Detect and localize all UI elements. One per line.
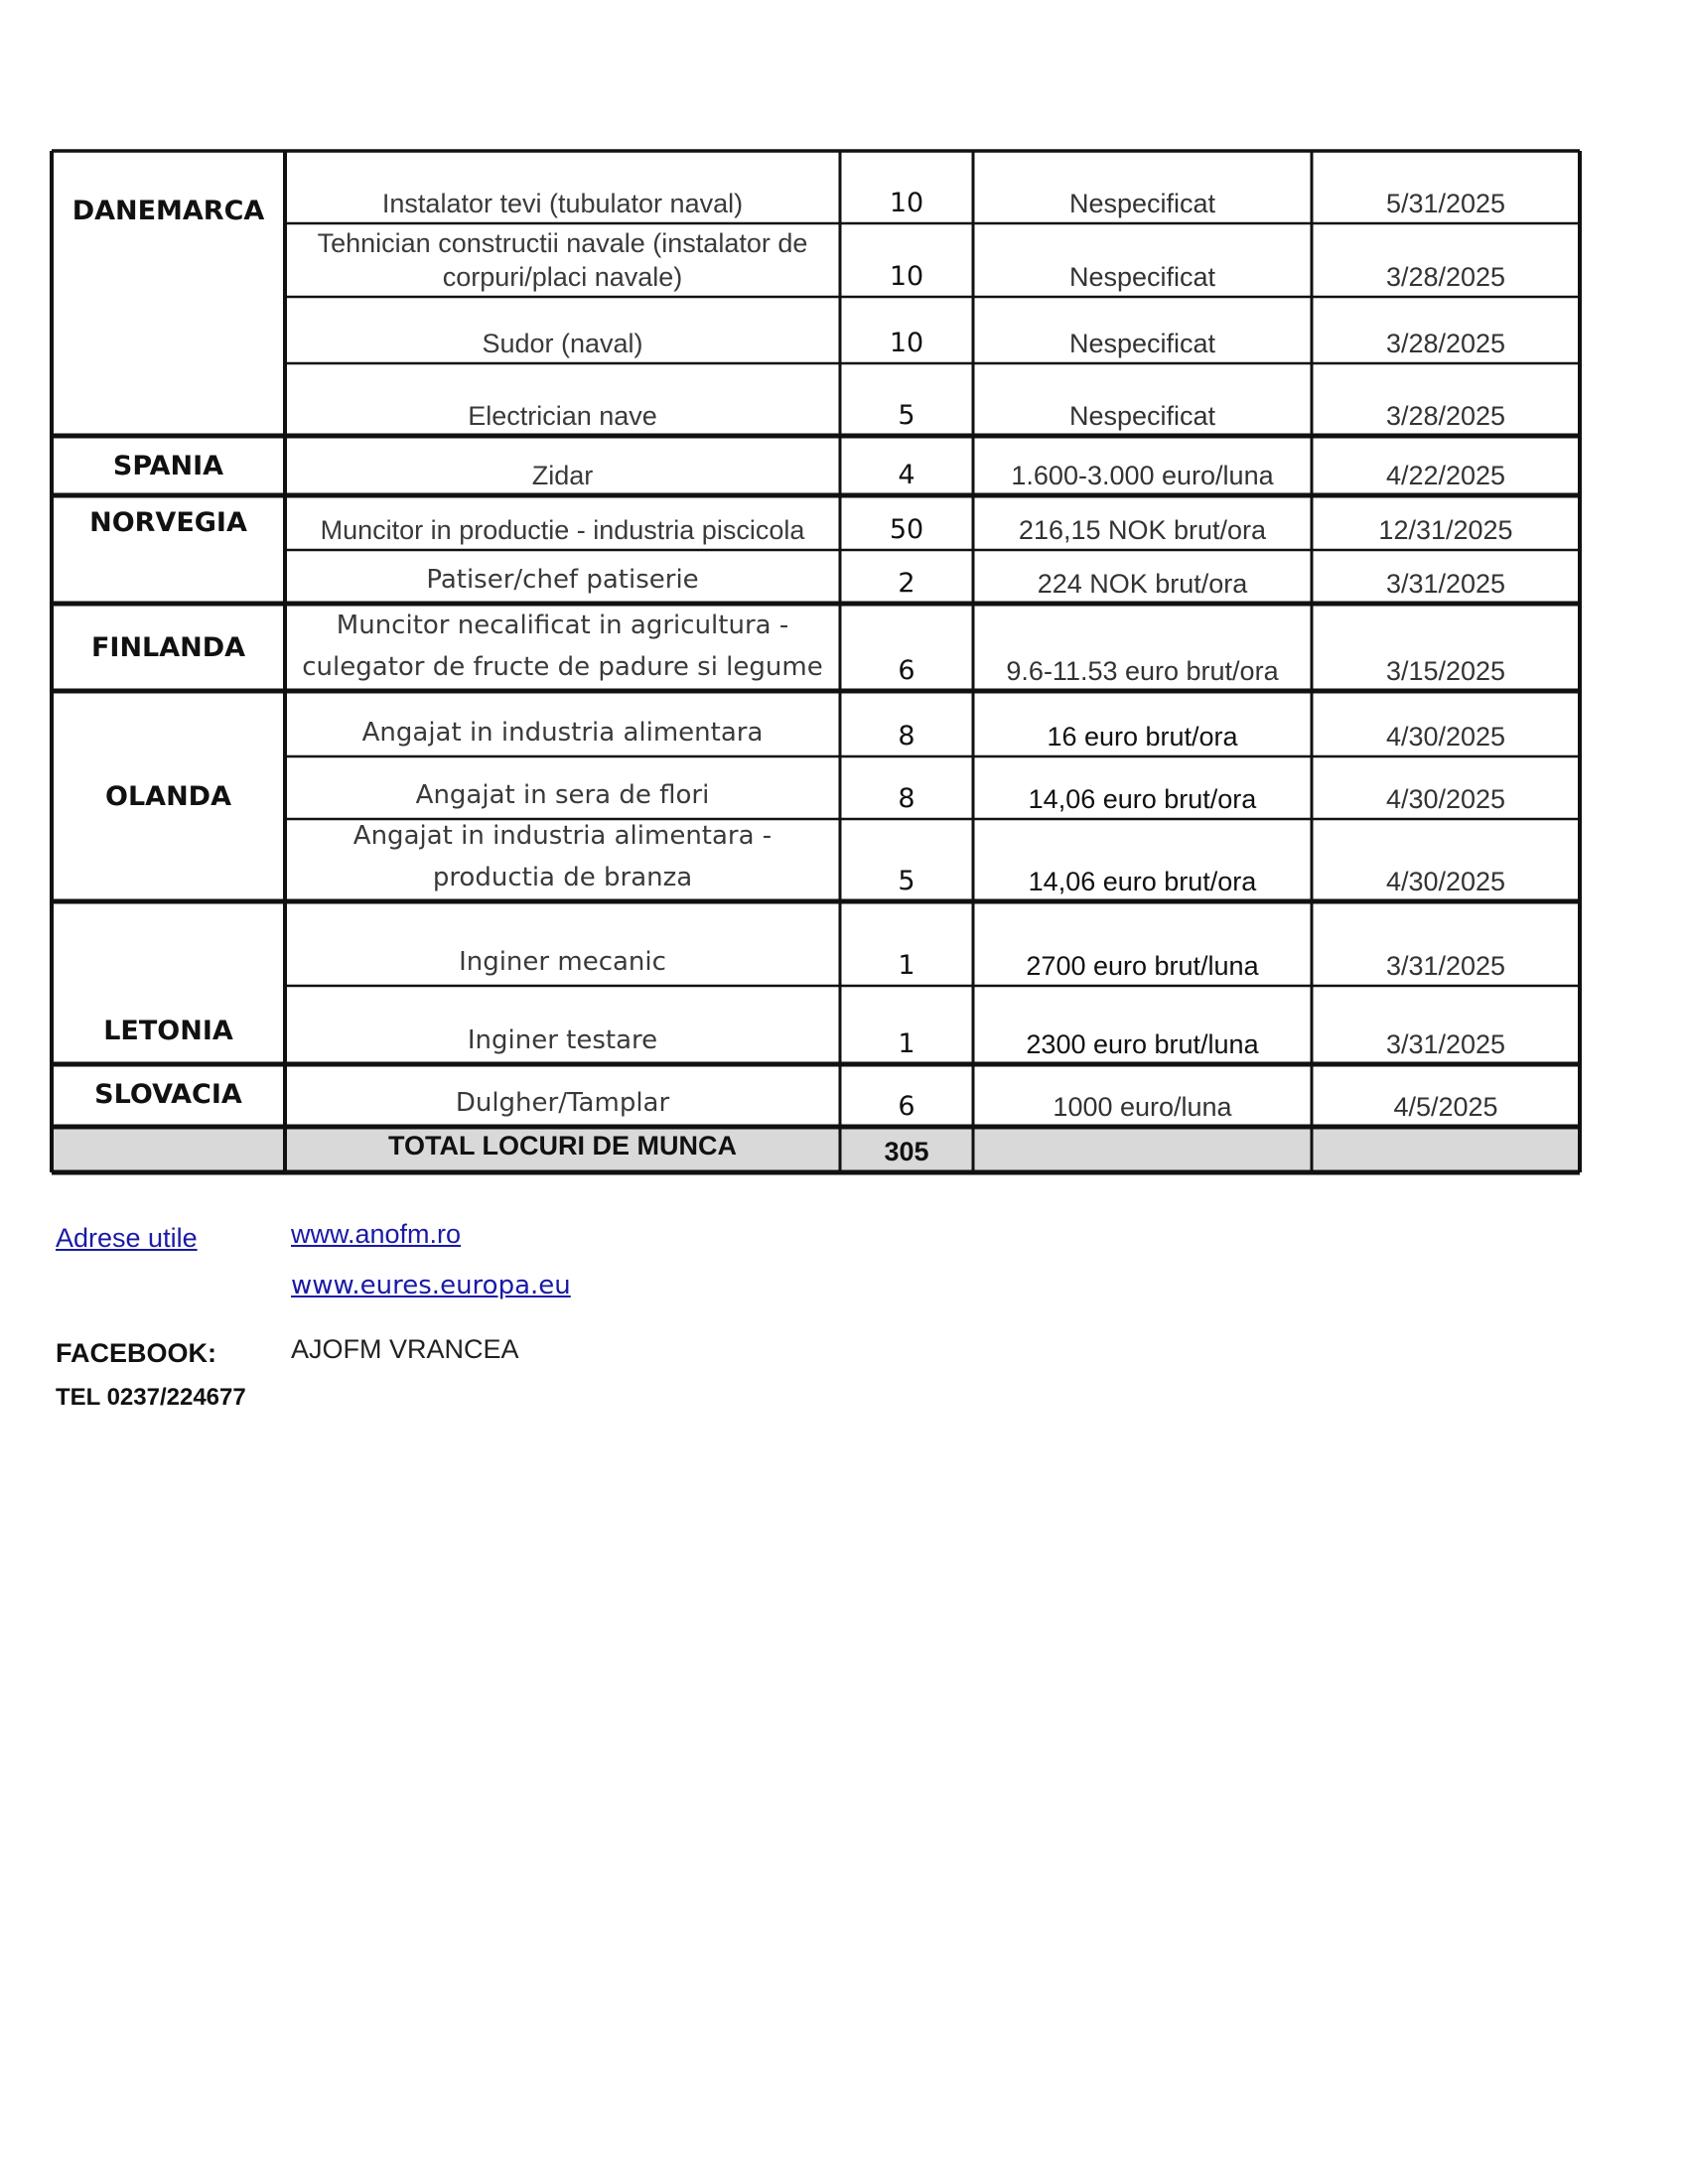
cell-posts: 4	[898, 460, 915, 490]
total-label: TOTAL LOCURI DE MUNCA	[388, 1130, 737, 1160]
cell-job: Electrician nave	[468, 401, 657, 431]
cell-job: Muncitor necalificat in agricultura - culegator de fructe de padure si legume	[302, 611, 823, 682]
cell-job: Tehnician constructii navale (instalator de corpuri/placi navale)	[317, 228, 808, 292]
cell-salary: 216,15 NOK brut/ora	[1018, 515, 1267, 545]
cell-posts: 1	[898, 1028, 915, 1059]
cell-deadline: 3/15/2025	[1385, 656, 1506, 686]
cell-salary: 14,06 euro brut/ora	[1028, 867, 1257, 896]
facebook-value: AJOFM VRANCEA	[291, 1334, 519, 1364]
cell-deadline: 3/28/2025	[1385, 401, 1506, 431]
cell-deadline: 4/22/2025	[1385, 461, 1506, 490]
cell-posts: 2	[898, 568, 915, 599]
cell-salary: 9.6-11.53 euro brut/ora	[1006, 656, 1279, 686]
cell-job: Inginer mecanic	[459, 947, 666, 977]
eures-link[interactable]: www.eures.europa.eu	[291, 1271, 571, 1300]
cell-job: Dulgher/Tamplar	[455, 1088, 670, 1118]
cell-salary: 16 euro brut/ora	[1047, 722, 1238, 751]
cell-job: Patiser/chef patiserie	[426, 565, 699, 595]
country-olanda: OLANDA	[105, 780, 231, 812]
cell-salary: 224 NOK brut/ora	[1037, 569, 1248, 599]
cell-job: Muncitor in productie - industria piscicola	[320, 515, 805, 545]
cell-job: Angajat in industria alimentara	[361, 718, 764, 748]
cell-job: Inginer testare	[467, 1025, 658, 1055]
country-letonia: LETONIA	[103, 1015, 233, 1046]
cell-deadline: 4/30/2025	[1385, 784, 1506, 814]
cell-deadline: 12/31/2025	[1378, 515, 1513, 545]
useful-addresses-link[interactable]: Adrese utile	[56, 1223, 198, 1253]
country-norvegia: NORVEGIA	[89, 506, 247, 538]
cell-salary: 14,06 euro brut/ora	[1028, 784, 1257, 814]
cell-posts: 6	[898, 1091, 915, 1122]
country-finlanda: FINLANDA	[90, 631, 246, 663]
cell-posts: 6	[898, 655, 915, 686]
cell-posts: 5	[898, 400, 915, 431]
cell-job: Angajat in industria alimentara - productia de branza	[352, 821, 773, 892]
total-value: 305	[884, 1136, 929, 1166]
cell-job: Angajat in sera de flori	[415, 780, 710, 810]
country-spania: SPANIA	[112, 450, 224, 481]
cell-posts: 10	[889, 328, 924, 358]
cell-salary: Nespecificat	[1068, 262, 1216, 292]
cell-salary: 1000 euro/luna	[1053, 1092, 1232, 1122]
cell-job: Sudor (naval)	[482, 329, 643, 358]
country-danemarca: DANEMARCA	[71, 195, 265, 226]
cell-deadline: 3/31/2025	[1385, 951, 1506, 981]
cell-deadline: 4/30/2025	[1385, 867, 1506, 896]
country-slovacia: SLOVACIA	[94, 1078, 242, 1110]
cell-posts: 10	[889, 261, 924, 292]
cell-job: Zidar	[531, 461, 594, 490]
cell-deadline: 3/28/2025	[1385, 329, 1506, 358]
cell-salary: 2700 euro brut/luna	[1026, 951, 1259, 981]
cell-salary: Nespecificat	[1068, 189, 1216, 218]
cell-deadline: 3/31/2025	[1385, 1029, 1506, 1059]
cell-salary: Nespecificat	[1068, 329, 1216, 358]
telephone: TEL 0237/224677	[56, 1384, 246, 1411]
cell-salary: 1.600-3.000 euro/luna	[1011, 461, 1274, 490]
cell-deadline: 5/31/2025	[1385, 189, 1506, 218]
cell-deadline: 3/31/2025	[1385, 569, 1506, 599]
cell-posts: 8	[898, 721, 915, 751]
cell-salary: 2300 euro brut/luna	[1026, 1029, 1259, 1059]
cell-job: Instalator tevi (tubulator naval)	[381, 189, 744, 218]
cell-deadline: 3/28/2025	[1385, 262, 1506, 292]
cell-salary: Nespecificat	[1068, 401, 1216, 431]
facebook-label: FACEBOOK:	[56, 1338, 216, 1368]
cell-deadline: 4/5/2025	[1393, 1092, 1498, 1122]
cell-posts: 50	[889, 514, 924, 545]
cell-posts: 5	[898, 866, 915, 896]
cell-posts: 8	[898, 783, 915, 814]
cell-posts: 10	[889, 188, 924, 218]
cell-posts: 1	[898, 950, 915, 981]
anofm-link[interactable]: www.anofm.ro	[291, 1219, 462, 1249]
cell-deadline: 4/30/2025	[1385, 722, 1506, 751]
